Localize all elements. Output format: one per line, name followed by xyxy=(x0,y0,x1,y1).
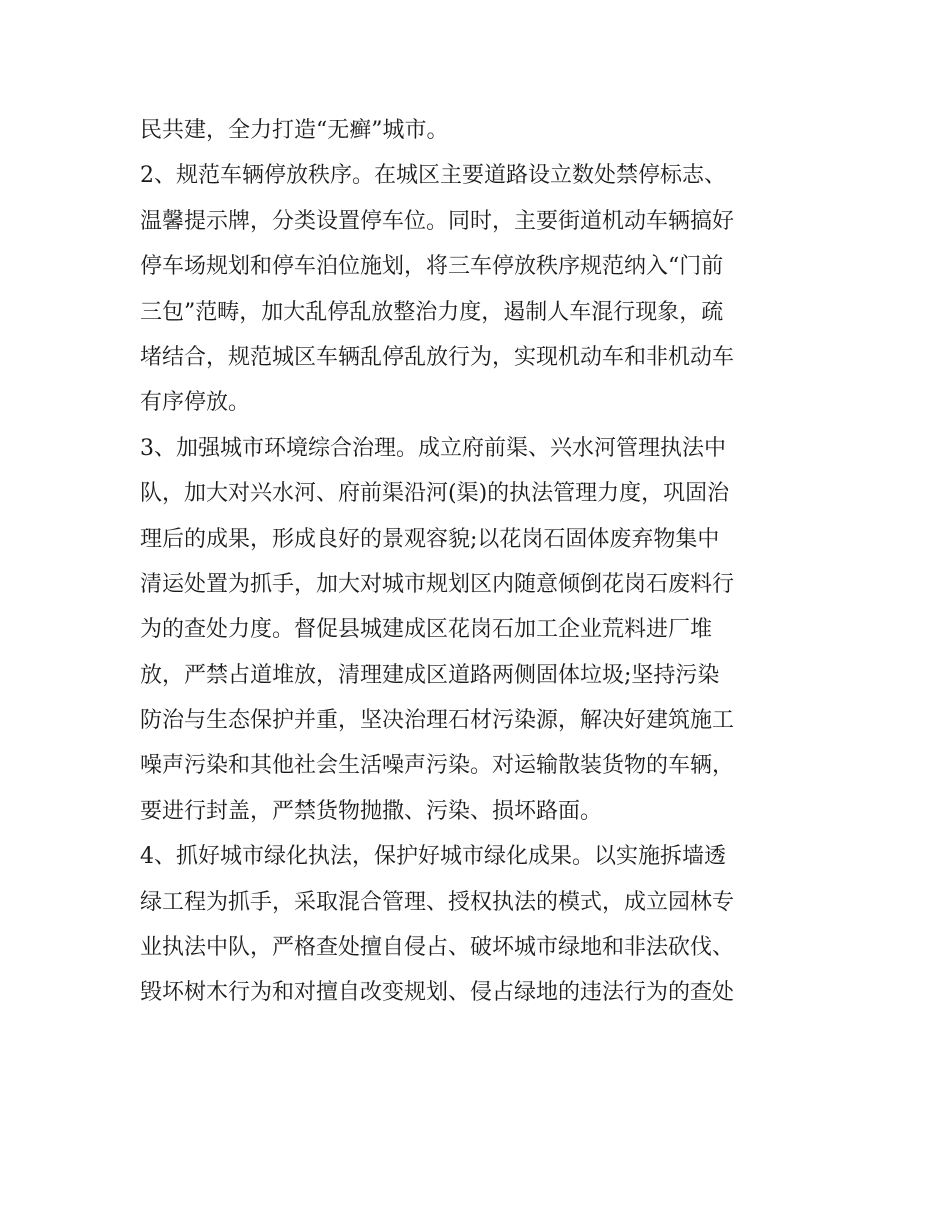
text-line: 为的查处力度。督促县城建成区花岗石加工企业荒料进厂堆 xyxy=(140,617,713,643)
text-line: 放，严禁占道堆放，清理建成区道路两侧固体垃圾;坚持污染 xyxy=(140,662,720,688)
document-body xyxy=(140,108,820,1016)
text-line: 停车场规划和停车泊位施划，将三车停放秩序规范纳入“门前 xyxy=(140,254,724,280)
text-line: 绿工程为抓手，采取混合管理、授权执法的模式，成立园林专 xyxy=(140,889,735,915)
text-line: 3、加强城市环境综合治理。成立府前渠、兴水河管理执法中 xyxy=(140,435,726,461)
text-line: 业执法中队，严格查处擅自侵占、破坏城市绿地和非法砍伐、 xyxy=(140,935,735,961)
text-line: 2、规范车辆停放秩序。在城区主要道路设立数处禁停标志、 xyxy=(140,163,726,189)
text-line: 4、抓好城市绿化执法，保护好城市绿化成果。以实施拆墙透 xyxy=(140,844,726,870)
text-line: 队，加大对兴水河、府前渠沿河(渠)的执法管理力度，巩固治 xyxy=(140,481,730,507)
text-line: 噪声污染和其他社会生活噪声污染。对运输散装货物的车辆， xyxy=(140,753,735,779)
text-line: 理后的成果，形成良好的景观容貌;以花岗石固体废弃物集中 xyxy=(140,526,720,552)
text-line: 三包”范畴，加大乱停乱放整治力度，遏制人车混行现象，疏 xyxy=(140,299,724,325)
text-line: 要进行封盖，严禁货物抛撒、污染、损坏路面。 xyxy=(140,798,603,824)
text-line: 毁坏树木行为和对擅自改变规划、侵占绿地的违法行为的查处 xyxy=(140,980,735,1006)
text-line: 有序停放。 xyxy=(140,390,251,416)
text-line: 温馨提示牌，分类设置停车位。同时，主要街道机动车辆搞好 xyxy=(140,208,735,234)
text-line: 堵结合，规范城区车辆乱停乱放行为，实现机动车和非机动车 xyxy=(140,344,735,370)
text-line: 防治与生态保护并重，坚决治理石材污染源，解决好建筑施工 xyxy=(140,708,735,734)
text-line: 民共建，全力打造“无癣”城市。 xyxy=(140,118,449,143)
text-line: 清运处置为抓手，加大对城市规划区内随意倾倒花岗石废料行 xyxy=(140,571,735,597)
